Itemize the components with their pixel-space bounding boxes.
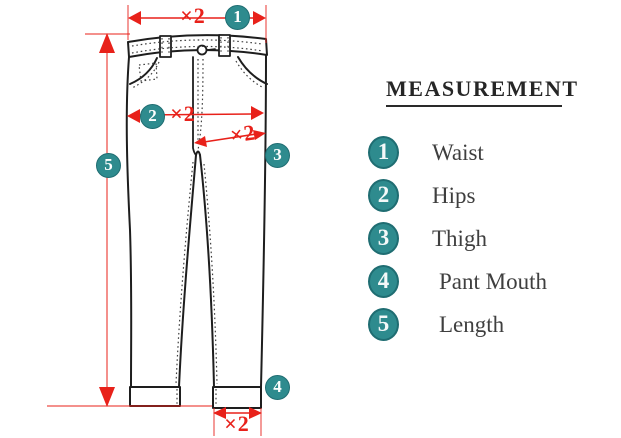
hips-multiplier-label: ×2: [170, 101, 196, 126]
legend-badge-2: 2: [368, 179, 399, 212]
left-pocket-opening: [130, 58, 157, 84]
left-inseam: [179, 155, 196, 387]
legend-title: MEASUREMENT: [386, 76, 562, 107]
legend-item-waist: [368, 136, 547, 169]
legend-badge-4: 4: [368, 265, 399, 298]
right-pocket-opening: [238, 57, 267, 84]
pants-outline: [127, 35, 267, 408]
hips-arrowhead-right: [251, 106, 264, 120]
right-outer-seam: [261, 55, 266, 387]
waist-multiplier-label: ×2: [180, 3, 206, 28]
pant-mouth-multiplier-label: ×2: [224, 411, 250, 436]
right-cuff: [213, 387, 261, 408]
thigh-marker: 3: [265, 143, 290, 168]
waist-arrowhead-right: [253, 11, 266, 25]
legend-label-length: Length: [439, 311, 505, 337]
legend-badge-3: 3: [368, 222, 399, 255]
legend-item-pant-mouth: [368, 265, 547, 298]
button-tab: [207, 49, 215, 50]
measurement-lines: [47, 5, 266, 436]
right-inseam: [200, 155, 214, 387]
waistband: [128, 35, 267, 57]
waist-arrowhead-left: [128, 11, 141, 25]
legend-label-waist: Waist: [432, 139, 484, 165]
legend-label-pant-mouth: Pant Mouth: [439, 268, 547, 294]
measurement-legend: [368, 136, 547, 341]
length-marker: 5: [96, 153, 121, 178]
thigh-arrowhead-left: [194, 136, 207, 147]
legend-item-thigh: [368, 222, 547, 255]
legend-badge-5: 5: [368, 308, 399, 341]
pant-mouth-marker: 4: [265, 375, 290, 400]
legend-label-hips: Hips: [432, 182, 476, 208]
legend-item-length: [368, 308, 547, 341]
legend-badge-1: 1: [368, 136, 399, 169]
pants-stitching: [132, 37, 264, 406]
waist-marker: 1: [225, 5, 250, 30]
hips-arrowhead-left: [127, 109, 140, 123]
thigh-multiplier-label: ×2: [228, 119, 258, 148]
length-arrowhead-up: [99, 33, 115, 53]
legend-item-hips: [368, 179, 547, 212]
length-arrowhead-down: [99, 387, 115, 407]
hips-marker: 2: [140, 104, 165, 129]
left-outer-seam: [127, 57, 131, 387]
left-cuff: [130, 387, 180, 406]
legend-label-thigh: Thigh: [432, 225, 487, 251]
